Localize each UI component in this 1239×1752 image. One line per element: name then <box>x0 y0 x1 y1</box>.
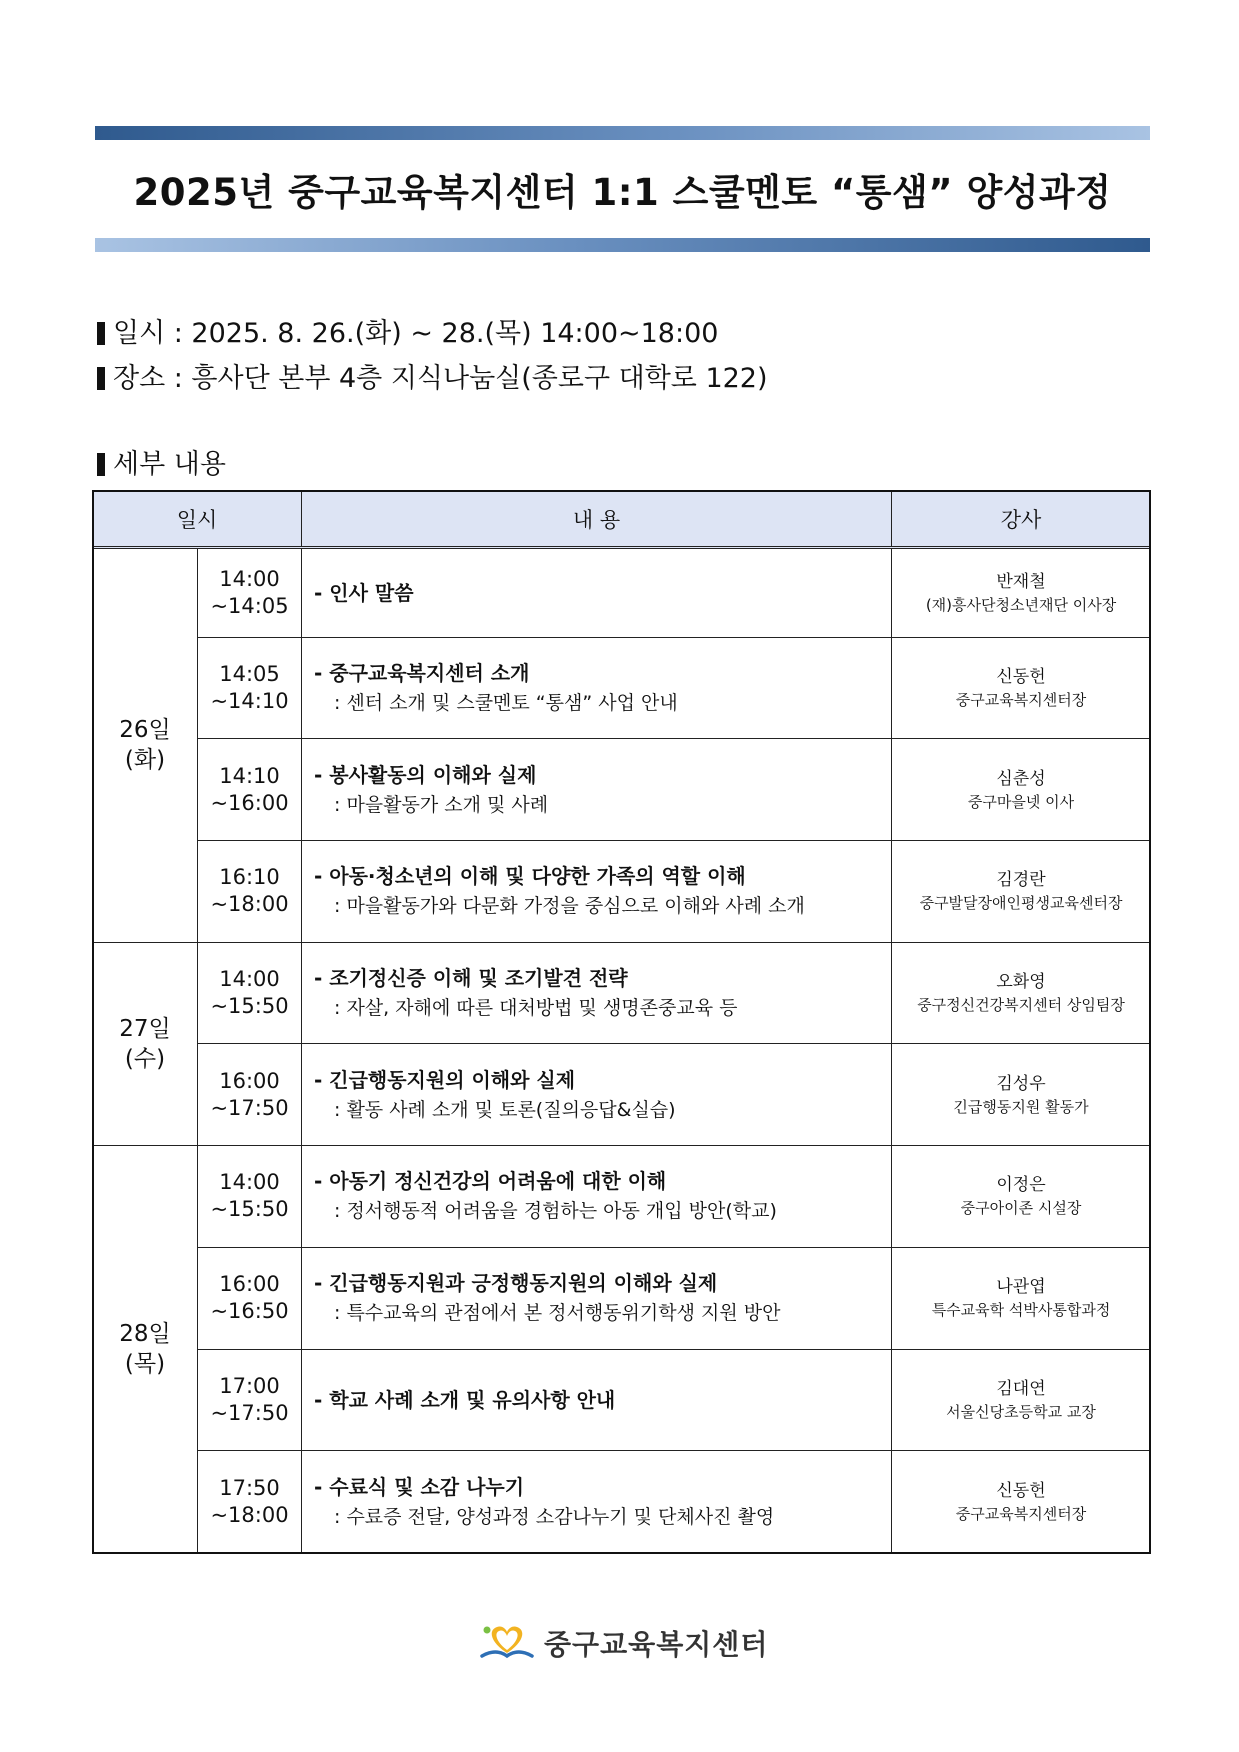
time-cell: 14:05 ~14:10 <box>198 637 302 739</box>
content-cell: - 학교 사례 소개 및 유의사항 안내 <box>302 1349 892 1451</box>
speaker-cell: 신동헌 중구교육복지센터장 <box>892 1451 1151 1553</box>
footer-logo <box>478 1618 768 1668</box>
table-row <box>93 1247 1151 1349</box>
details-heading: 세부 내용 <box>97 442 226 481</box>
time-cell: 14:00 ~14:05 <box>198 548 302 638</box>
logo-text: 중구교육복지센터 <box>544 1628 769 1661</box>
bullet-square-icon <box>97 322 105 345</box>
time-cell: 16:10 ~18:00 <box>198 841 302 943</box>
time-cell: 17:00 ~17:50 <box>198 1349 302 1451</box>
content-cell: - 긴급행동지원의 이해와 실제 : 활동 사례 소개 및 토론(질의응답&실습) <box>302 1044 892 1146</box>
title-bottom-bar <box>95 238 1150 252</box>
speaker-cell: 김대연 서울신당초등학교 교장 <box>892 1349 1151 1451</box>
content-cell: - 긴급행동지원과 긍정행동지원의 이해와 실제 : 특수교육의 관점에서 본 정서행동위기학생 지원 방안 <box>302 1247 892 1349</box>
date-info: 일시 : 2025. 8. 26.(화) ~ 28.(목) 14:00~18:00 <box>97 311 718 350</box>
table-row <box>93 1451 1151 1553</box>
table-row <box>93 548 1151 638</box>
header-content: 내 용 <box>302 491 892 548</box>
time-cell: 14:10 ~16:00 <box>198 739 302 841</box>
content-cell: - 아동·청소년의 이해 및 다양한 가족의 역할 이해 : 마을활동가와 다문화 가정을 중심으로 이해와 사례 소개 <box>302 841 892 943</box>
table-row <box>93 1146 1151 1248</box>
table-row <box>93 942 1151 1044</box>
header-speaker: 강사 <box>892 491 1151 548</box>
speaker-cell: 나관엽 특수교육학 석박사통합과정 <box>892 1247 1151 1349</box>
day-cell: 27일 (수) <box>93 942 198 1145</box>
day-cell: 26일 (화) <box>93 548 198 943</box>
speaker-cell: 김성우 긴급행동지원 활동가 <box>892 1044 1151 1146</box>
content-cell: - 중구교육복지센터 소개 : 센터 소개 및 스쿨멘토 “통샘” 사업 안내 <box>302 637 892 739</box>
schedule-table <box>92 490 1151 1553</box>
time-cell: 16:00 ~17:50 <box>198 1044 302 1146</box>
heart-book-icon <box>478 1620 536 1666</box>
place-info: 장소 : 흥사단 본부 4층 지식나눔실(종로구 대학로 122) <box>97 356 768 395</box>
speaker-cell: 김경란 중구발달장애인평생교육센터장 <box>892 841 1151 943</box>
table-row <box>93 1349 1151 1451</box>
content-cell: - 수료식 및 소감 나누기 : 수료증 전달, 양성과정 소감나누기 및 단체사진 촬영 <box>302 1451 892 1553</box>
time-cell: 16:00 ~16:50 <box>198 1247 302 1349</box>
content-cell: - 조기정신증 이해 및 조기발견 전략 : 자살, 자해에 따른 대처방법 및 생명존중교육 등 <box>302 942 892 1044</box>
table-row <box>93 841 1151 943</box>
table-row <box>93 637 1151 739</box>
content-cell: - 인사 말씀 <box>302 548 892 638</box>
bullet-square-icon <box>97 367 105 390</box>
bullet-square-icon <box>97 453 105 476</box>
content-cell: - 아동기 정신건강의 어려움에 대한 이해 : 정서행동적 어려움을 경험하는 아동 개입 방안(학교) <box>302 1146 892 1248</box>
speaker-cell: 신동헌 중구교육복지센터장 <box>892 637 1151 739</box>
header-date: 일시 <box>93 491 302 548</box>
table-row <box>93 739 1151 841</box>
speaker-cell: 오화영 중구정신건강복지센터 상임팀장 <box>892 942 1151 1044</box>
title-top-bar <box>95 126 1150 140</box>
time-cell: 17:50 ~18:00 <box>198 1451 302 1553</box>
speaker-cell: 심춘성 중구마을넷 이사 <box>892 739 1151 841</box>
day-cell: 28일 (목) <box>93 1146 198 1553</box>
content-cell: - 봉사활동의 이해와 실제 : 마을활동가 소개 및 사례 <box>302 739 892 841</box>
time-cell: 14:00 ~15:50 <box>198 942 302 1044</box>
document-title: 2025년 중구교육복지센터 1:1 스쿨멘토 “통샘” 양성과정 <box>133 171 1112 214</box>
table-row <box>93 1044 1151 1146</box>
speaker-cell: 반재철 (재)흥사단청소년재단 이사장 <box>892 548 1151 638</box>
table-header-row <box>93 491 1151 548</box>
speaker-cell: 이정은 중구아이존 시설장 <box>892 1146 1151 1248</box>
time-cell: 14:00 ~15:50 <box>198 1146 302 1248</box>
